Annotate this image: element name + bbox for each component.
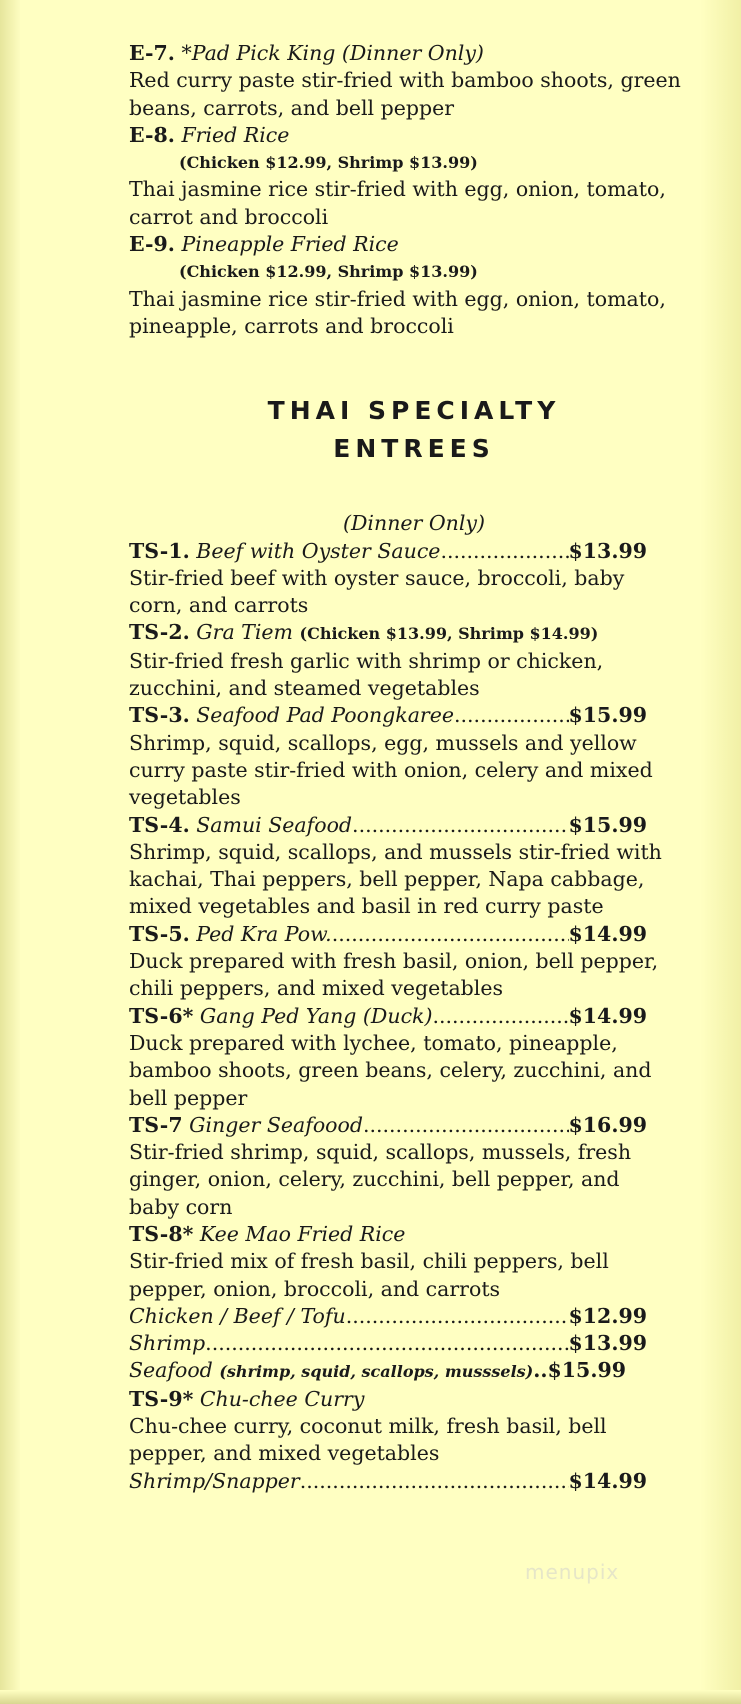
price-option (129, 1357, 719, 1385)
option-price: $13.99 (568, 1331, 647, 1356)
item-code: TS-5. (129, 921, 190, 946)
item-desc: curry paste stir-fried with onion, celery and mixed (129, 757, 653, 782)
option-label: Shrimp/Snapper (129, 1468, 300, 1493)
section-heading (109, 392, 719, 468)
item-code: TS-8* (129, 1221, 194, 1246)
item-code: TS-6* (129, 1003, 194, 1028)
item-name: Ginger Seafoood (189, 1112, 363, 1137)
option-label: Shrimp (129, 1331, 206, 1356)
item-name: Beef with Oyster Sauce (196, 538, 441, 563)
leader-dots (440, 538, 568, 565)
item-desc: pineapple, carrots and broccoli (129, 313, 454, 338)
item-name: Gra Tiem (196, 620, 293, 645)
item-name: Seafood Pad Poongkaree (196, 703, 454, 728)
menu-item-e7 (129, 40, 719, 67)
menu-item-ts2 (129, 619, 719, 647)
item-desc: bamboo shoots, green beans, celery, zucchini, and (129, 1058, 652, 1083)
item-desc: Stir-fried mix of fresh basil, chili peppers, bell (129, 1249, 609, 1274)
section-title-line1: THAI SPECIALTY (267, 396, 561, 426)
item-desc: ginger, onion, celery, zucchini, bell pepper, and (129, 1167, 620, 1192)
leader-dots (205, 1330, 568, 1357)
option-price: $14.99 (568, 1468, 647, 1493)
item-desc: Stir-fried shrimp, squid, scallops, mussels, fresh (129, 1140, 632, 1165)
item-desc: Chu-chee curry, coconut milk, fresh basil, bell (129, 1414, 607, 1439)
item-name: Ped Kra Pow. (196, 921, 332, 946)
leader-dots (300, 1468, 569, 1495)
item-desc: pepper, onion, broccoli, and carrots (129, 1276, 501, 1301)
item-desc: kachai, Thai peppers, bell pepper, Napa cabbage, (129, 867, 645, 892)
menu-item-e9 (129, 231, 719, 258)
item-desc: mixed vegetables and basil in red curry paste (129, 894, 604, 919)
item-name: *Pad Pick King (Dinner Only) (181, 41, 484, 65)
item-desc: beans, carrots, and bell pepper (129, 95, 455, 120)
item-code: TS-3. (129, 703, 190, 728)
option-price: ..$15.99 (533, 1358, 626, 1383)
item-desc: bell pepper (129, 1085, 248, 1110)
leader-dots (352, 812, 568, 839)
item-prices: (Chicken $12.99, Shrimp $13.99) (179, 153, 478, 173)
option-note: (shrimp, squid, scallops, musssels) (219, 1362, 534, 1382)
item-code: TS-7 (129, 1112, 183, 1137)
paper-edge (0, 0, 20, 1704)
leader-dots (346, 1303, 569, 1330)
item-desc: Duck prepared with lychee, tomato, pineapple, (129, 1030, 618, 1055)
item-code: TS-9* (129, 1386, 194, 1411)
item-desc: Stir-fried fresh garlic with shrimp or chicken, (129, 648, 604, 673)
item-code: E-8. (129, 122, 175, 147)
menu-item-ts6 (129, 1003, 647, 1030)
item-desc: baby corn (129, 1194, 233, 1219)
item-desc: Thai jasmine rice stir-fried with egg, onion, tomato, (129, 177, 666, 202)
price-option (129, 1330, 647, 1357)
item-name: Pineapple Fried Rice (181, 232, 399, 257)
watermark: menupix (525, 1560, 620, 1584)
item-desc: pepper, and mixed vegetables (129, 1441, 440, 1466)
item-name: Fried Rice (181, 122, 290, 147)
menu-item-e8 (129, 122, 719, 149)
menu-item-ts4 (129, 812, 647, 839)
leader-dots (432, 1003, 568, 1030)
item-prices: (Chicken $13.99, Shrimp $14.99) (299, 624, 599, 644)
item-price: $13.99 (568, 538, 647, 563)
item-code: TS-2. (129, 620, 190, 645)
menu-item-ts5 (129, 921, 647, 948)
item-desc: chili peppers, and mixed vegetables (129, 976, 504, 1001)
item-price: $15.99 (568, 703, 647, 728)
item-price: $14.99 (568, 1003, 647, 1028)
item-desc: Shrimp, squid, scallops, egg, mussels and yellow (129, 730, 637, 755)
item-name: Gang Ped Yang (Duck) (199, 1003, 433, 1028)
item-price: $15.99 (568, 812, 647, 837)
leader-dots (332, 921, 569, 948)
item-name: Kee Mao Fried Rice (199, 1221, 406, 1246)
option-price: $12.99 (568, 1303, 647, 1328)
menu-item-ts1 (129, 538, 647, 565)
item-desc: corn, and carrots (129, 593, 309, 618)
item-code: TS-4. (129, 812, 190, 837)
item-desc: vegetables (129, 785, 241, 810)
option-label: Seafood (129, 1358, 213, 1383)
item-code: E-9. (129, 232, 175, 257)
item-desc: Red curry paste stir-fried with bamboo shoots, green (129, 68, 681, 93)
item-price: $16.99 (568, 1112, 647, 1137)
section-title-line2: ENTREES (333, 434, 495, 464)
price-option (129, 1303, 647, 1330)
section-note: (Dinner Only) (343, 511, 485, 536)
item-desc: carrot and broccoli (129, 204, 329, 229)
item-price: $14.99 (568, 921, 647, 946)
menu-item-ts7 (129, 1112, 647, 1139)
item-code: TS-1. (129, 538, 190, 563)
option-label: Chicken / Beef / Tofu (129, 1303, 346, 1328)
item-name: Samui Seafood (196, 812, 353, 837)
leader-dots (454, 702, 569, 729)
menu-column (129, 40, 719, 1495)
item-name: Chu-chee Curry (199, 1386, 365, 1411)
item-desc: zucchini, and steamed vegetables (129, 676, 480, 701)
menu-item-ts8 (129, 1221, 719, 1248)
menu-item-ts9 (129, 1386, 719, 1413)
item-prices: (Chicken $12.99, Shrimp $13.99) (179, 262, 478, 282)
price-option (129, 1468, 647, 1495)
item-desc: Duck prepared with fresh basil, onion, bell pepper, (129, 949, 659, 974)
paper-bottom-edge (0, 1690, 741, 1704)
item-desc: Shrimp, squid, scallops, and mussels stir-fried with (129, 839, 662, 864)
item-desc: Thai jasmine rice stir-fried with egg, onion, tomato, (129, 286, 666, 311)
item-desc: Stir-fried beef with oyster sauce, broccoli, baby (129, 565, 625, 590)
item-code: E-7. (129, 41, 175, 65)
leader-dots (363, 1112, 569, 1139)
menu-item-ts3 (129, 702, 647, 729)
